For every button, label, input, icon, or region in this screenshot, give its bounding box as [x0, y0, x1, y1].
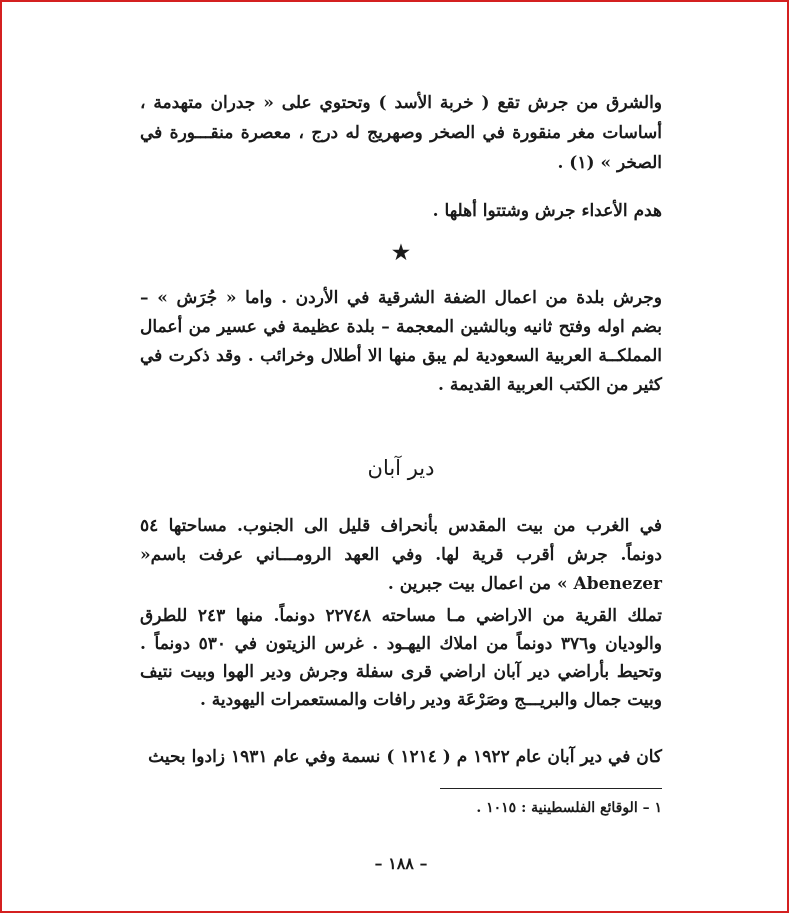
paragraph-4-latin: Abenezer — [573, 574, 662, 594]
star-separator: ★ — [392, 240, 410, 264]
page-number: – ١٨٨ – — [374, 854, 428, 873]
footnote: ١ – الوقائع الفلسطينية : ١٠١٥ . — [476, 800, 662, 816]
paragraph-5: تملك القرية من الاراضي مـا مساحته ٢٢٧٤٨ دونماً. منها ٢٤٣ للطرق والوديان و٣٧٦ دونماً من املاك اليهـود . غرس الزيتون في ٥٣٠ دونماً . وتحيط بأراضي دير آبان اراضي قرى سفلة وجرش ودير الهوا وبيت نتيف وبيت جمال والبريـــج وصَرْعَة ودير رافات والمستعمرات اليهودية . — [140, 606, 662, 710]
paragraph-4 — [140, 512, 662, 599]
paragraph-3: وجرش بلدة من اعمال الضفة الشرقية في الأردن . واما « جُرَش » – بضم اوله وفتح ثانيه وبالشين المعجمة – بلدة عظيمة في عسير من أعمال المملكــة العربية السعودية لم يبق منها الا أطلال وخرائب . وقد ذكرت في كثير من الكتب العربية القديمة . — [140, 288, 662, 395]
footnote-divider — [440, 788, 662, 789]
paragraph-4-text-1: في الغرب من بيت المقدس بأنحراف قليل الى الجنوب. مساحتها ٥٤ دونماً. جرش أقرب قرية لها. وفي العهد الرومـــاني عرفت باسم« — [140, 516, 662, 565]
paragraph-1: والشرق من جرش تقع ( خربة الأسد ) وتحتوي على « جدران متهدمة ، أساسات مغر منقورة في الصخر وصهريج له درج ، معصرة منقـــورة في الصخر » (١) . — [140, 93, 662, 173]
paragraph-2: هدم الأعداء جرش وشتتوا أهلها . — [432, 201, 662, 221]
paragraph-4-text-2: » من اعمال بيت جبرين . — [387, 574, 574, 594]
section-title: دير آبان — [367, 456, 435, 480]
paragraph-6: كان في دير آبان عام ١٩٢٢ م ( ١٢١٤ ) نسمة وفي عام ١٩٣١ زادوا بحيث — [148, 747, 662, 767]
